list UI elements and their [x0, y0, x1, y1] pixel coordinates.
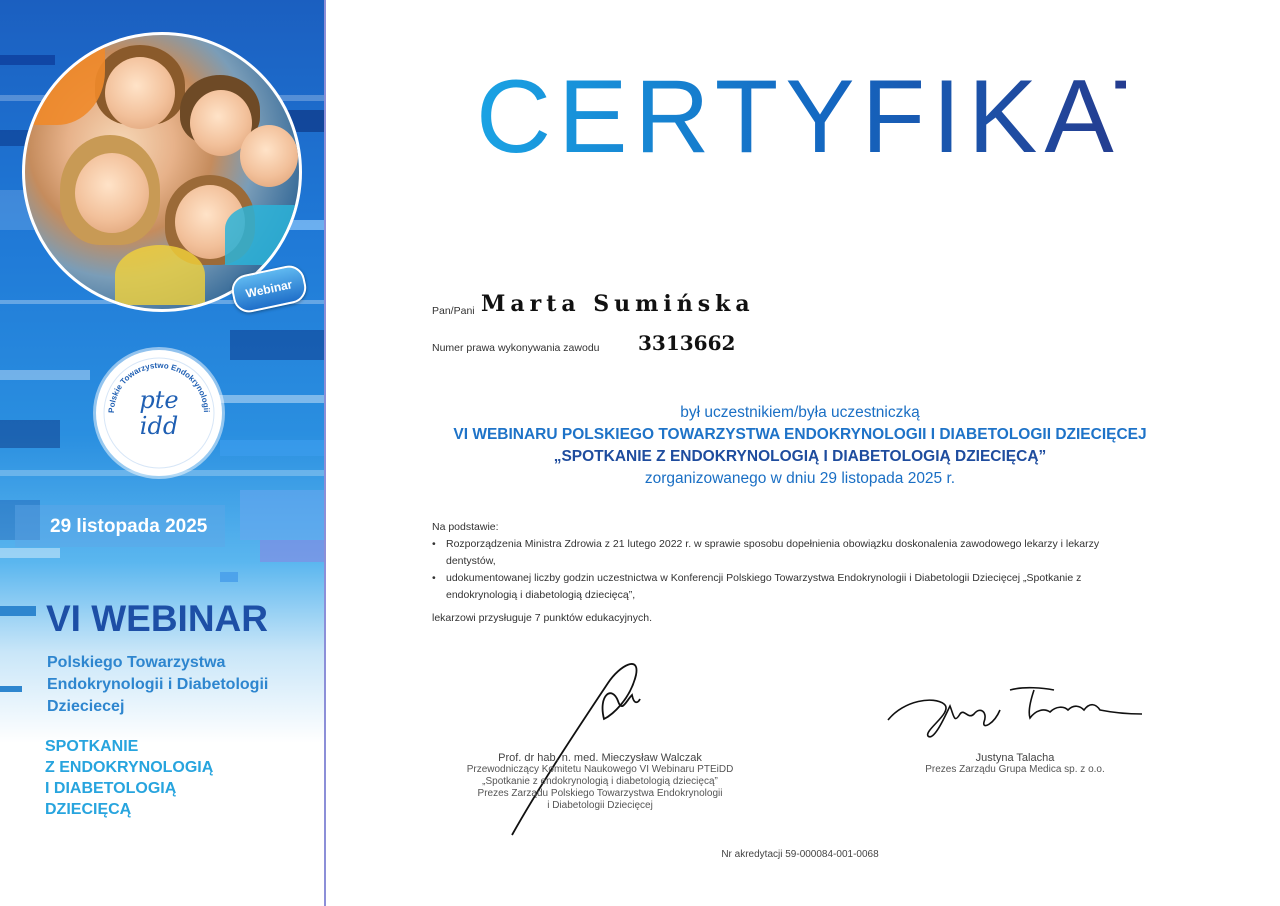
panel-divider	[324, 0, 326, 906]
signature-walczak	[500, 655, 660, 840]
legal-basis	[432, 519, 1132, 627]
certificate-title: CERTYFIKAT	[476, 59, 1184, 175]
ptedd-logo-mark	[96, 350, 222, 476]
webinar-date: 29 listopada 2025	[50, 516, 208, 537]
signatory-1-name: Prof. dr hab. n. med. Mieczysław Walczak	[498, 752, 702, 764]
signatory-1-role: Prezes Zarządu Polskiego Towarzystwa Endokrynologii	[477, 788, 723, 799]
signatory-1-role: i Diabetologii Dziecięcej	[547, 800, 653, 811]
webinar-subtitle: SPOTKANIE Z ENDOKRYNOLOGIĄ I DIABETOLOGIĄ DZIECIĘCĄ	[45, 738, 214, 818]
event-name-line: VI WEBINARU POLSKIEGO TOWARZYSTWA ENDOKRYNOLOGII I DIABETOLOGII DZIECIĘCEJ	[453, 426, 1147, 443]
basis-list	[432, 536, 1132, 604]
basis-heading: Na podstawie:	[432, 521, 499, 533]
signatory-2-role: Prezes Zarządu Grupa Medica sp. z o.o.	[925, 764, 1105, 775]
signatory-1-role: Przewodniczący Komitetu Naukowego VI Webinaru PTEiDD	[466, 764, 734, 775]
ptedd-logo	[96, 350, 222, 476]
basis-item: • udokumentowanej liczby godzin uczestnictwa w Konferencji Polskiego Towarzystwa Endokrynologii i Diabetologii Dziecięcej „Spotkanie z endokrynologią i diabetologią dziecięcą”,	[432, 570, 1132, 604]
svg-text:idd: idd	[139, 412, 179, 440]
event-date-line: zorganizowanego w dniu 29 listopada 2025 r.	[644, 470, 956, 487]
license-number: 3313662	[638, 331, 736, 355]
children-photo	[22, 32, 302, 312]
event-subtitle-line: „SPOTKANIE Z ENDOKRYNOLOGIĄ I DIABETOLOGIĄ DZIECIĘCĄ”	[553, 448, 1047, 465]
organization-name: Polskiego Towarzystwa Endokrynologii i Diabetologii Dzieciecej	[47, 654, 269, 715]
webinar-badge-label: Webinar	[244, 277, 294, 301]
signatory-1	[440, 752, 760, 812]
signatory-2-name: Justyna Talacha	[975, 752, 1055, 764]
signatory-2	[915, 752, 1115, 776]
accreditation-number: Nr akredytacji 59-000084-001-0068	[721, 849, 879, 860]
left-panel	[0, 0, 324, 906]
webinar-title: VI WEBINAR	[46, 598, 268, 639]
svg-text:Polskie Towarzystwo Endokrynol: Polskie Towarzystwo Endokrynologii	[106, 360, 212, 414]
name-label: Pan/Pani	[432, 305, 475, 317]
points-text: lekarzowi przysługuje 7 punktów edukacyjnych.	[432, 612, 653, 624]
basis-item: • Rozporządzenia Ministra Zdrowia z 21 lutego 2022 r. w sprawie sposobu dopełnienia obowiązku doskonalenia zawodowego lekarzy i lekarzy dentystów,	[432, 536, 1132, 570]
signature-talacha	[884, 684, 1146, 744]
participant-name: Marta Sumińska	[481, 291, 755, 317]
license-label: Numer prawa wykonywania zawodu	[432, 342, 600, 354]
signatory-1-role: „Spotkanie z endokrynologią i diabetologią dziecięcą”	[482, 776, 718, 787]
participation-line: był uczestnikiem/była uczestniczką	[680, 404, 920, 421]
svg-text:pte: pte	[139, 386, 179, 414]
